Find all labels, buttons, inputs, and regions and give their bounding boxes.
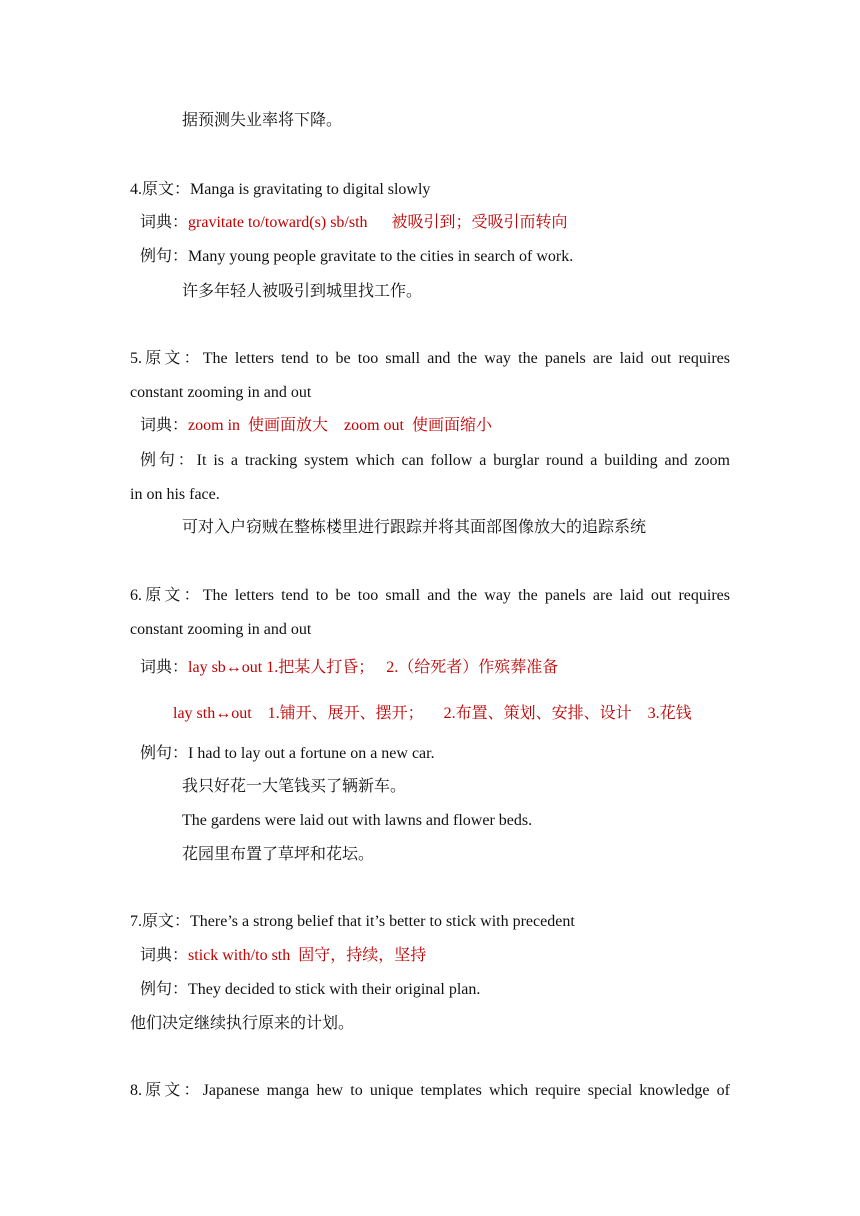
entry-5-source [130,349,730,369]
entry-heading: 5.原文： [130,350,203,367]
entry-6-source [130,586,730,606]
entry-6-dictionary-2: lay sth↔out 1.铺开、展开、摆开； 2.布置、策划、安排、设计 3.花钱 [173,705,692,722]
example-text: I had to lay out a fortune on a new car. [188,745,435,762]
entry-7-translation: 他们决定继续执行原来的计划。 [130,1015,355,1032]
entry-6-translation-2: 花园里布置了草坪和花坛。 [182,846,375,863]
entry-4-translation: 许多年轻人被吸引到城里找工作。 [182,283,423,300]
entry-5-translation: 可对入户窃贼在整栋楼里进行跟踪并将其面部图像放大的追踪系统 [182,519,647,536]
entry-6-example-2: The gardens were laid out with lawns and flower beds. [182,812,533,829]
example-label: 例句： [140,452,197,469]
entry-7-dictionary [140,946,426,966]
dictionary-text: stick with/to sth 固守，持续，坚持 [188,947,427,964]
dictionary-text: lay sb↔out 1.把某人打昏； 2.（给死者）作殡葬准备 [188,659,559,676]
dictionary-label: 词典： [140,659,189,676]
entry-heading: 8.原文： [130,1082,203,1099]
entry-7-example [140,980,480,1000]
entry-6-source-cont: constant zooming in and out [130,621,312,638]
entry-heading: 4.原文： [130,181,191,198]
source-text: Japanese manga hew to unique templates which require special knowledge of [202,1082,730,1099]
source-text: The letters tend to be too small and the way the panels are laid out requires [202,350,730,367]
entry-heading: 7.原文： [130,913,191,930]
entry-5-dictionary [140,416,492,436]
entry-8-source [130,1081,730,1101]
example-label: 例句： [140,981,189,998]
entry-6-example [140,744,435,764]
entry-5-example-cont: in on his face. [130,486,220,503]
example-text: Many young people gravitate to the cities in search of work. [188,248,574,265]
example-text: It is a tracking system which can follow a burglar round a building and zoom [196,452,730,469]
entry-4-dictionary [140,213,568,233]
example-text: They decided to stick with their original plan. [188,981,481,998]
source-text: There’s a strong belief that it’s better to stick with precedent [190,913,575,930]
entry-5-example [140,451,730,471]
source-text: The letters tend to be too small and the way the panels are laid out requires [202,587,730,604]
entry-4-example [140,247,573,267]
dictionary-label: 词典： [140,947,189,964]
entry-5-source-cont: constant zooming in and out [130,384,312,401]
dictionary-label: 词典： [140,417,189,434]
entry-6-dictionary [140,658,558,678]
example-label: 例句： [140,248,189,265]
dictionary-label: 词典： [140,214,189,231]
entry-6-translation-1: 我只好花一大笔钱买了辆新车。 [182,778,407,795]
source-text: Manga is gravitating to digital slowly [190,181,431,198]
dictionary-text: gravitate to/toward(s) sb/sth 被吸引到；受吸引而转向 [188,214,568,231]
entry-7-source [130,912,575,932]
translation-line: 据预测失业率将下降。 [182,112,343,129]
entry-4-source [130,180,430,200]
example-label: 例句： [140,745,189,762]
entry-heading: 6.原文： [130,587,203,604]
dictionary-text: zoom in 使画面放大 zoom out 使画面缩小 [188,417,493,434]
